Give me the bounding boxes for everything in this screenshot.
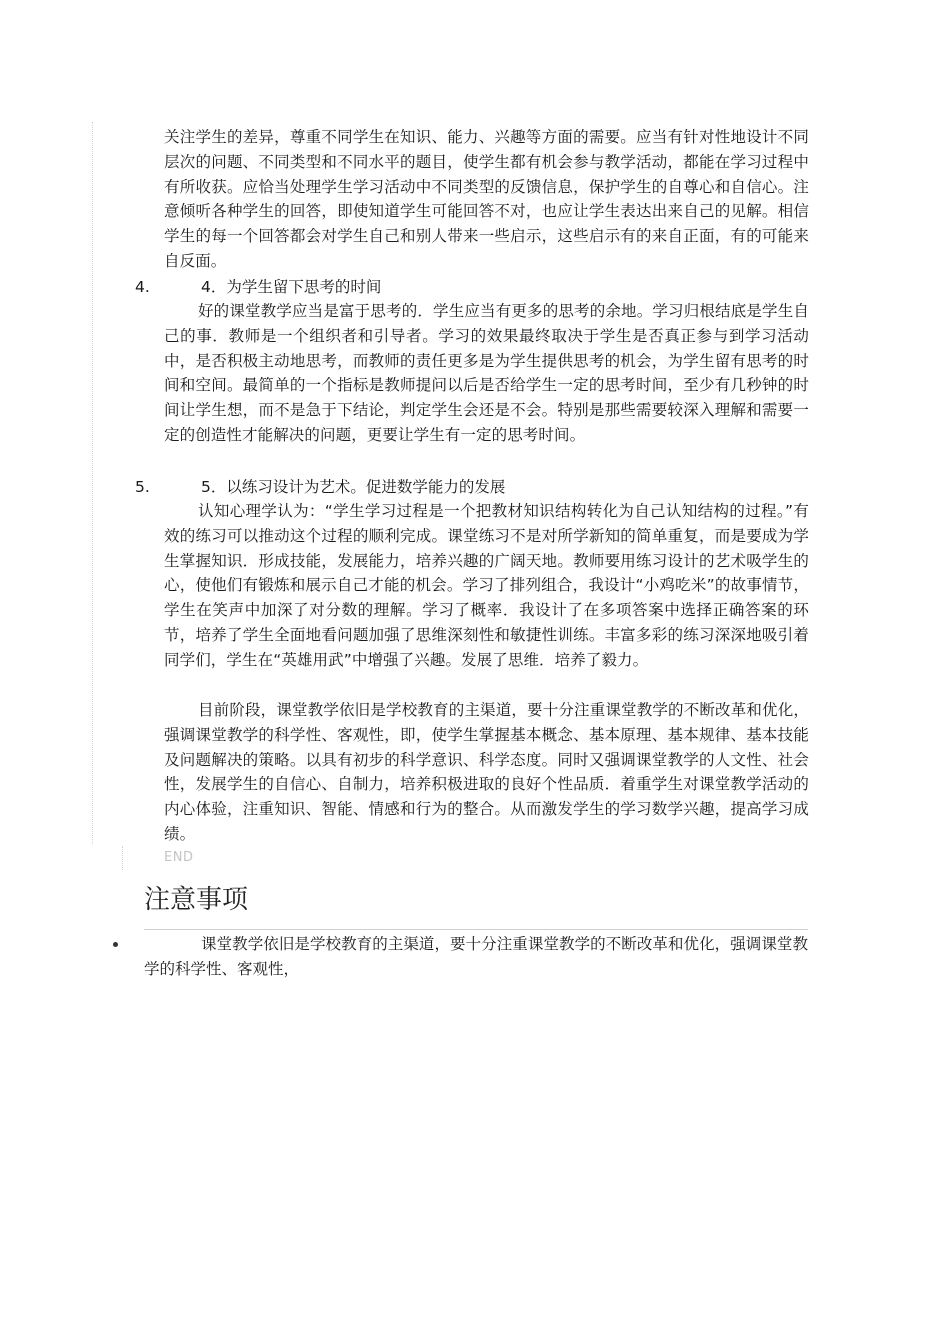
notes-list-item: 课堂教学依旧是学校教育的主渠道，要十分注重课堂教学的不断改革和优化，强调课堂教学的科学性、客观性，: [144, 935, 808, 978]
left-margin-rule: [92, 122, 93, 844]
conclusion-paragraph: 目前阶段，课堂教学依旧是学校教育的主渠道，要十分注重课堂教学的不断改革和优化，强调课堂教学的科学性、客观性，即，使学生掌握基本概念、基本原理、基本规律、基本技能及问题解决的策略。以具有初步的科学意识、科学态度。同时又强调课堂教学的人文性、社会性，发展学生的自信心、自制力，培养积极进取的良好个性品质．着重学生对课堂教学活动的内心体验，注重知识、智能、情感和行为的整合。从而激发学生的学习数学兴趣，提高学习成绩。: [164, 701, 809, 843]
list-number-5: 5.: [135, 478, 150, 496]
notes-title: 注意事项: [144, 885, 249, 915]
section5-heading: 5．以练习设计为艺术。促进数学能力的发展: [201, 478, 506, 496]
end-label: END: [164, 850, 194, 865]
end-marker-rule: [122, 846, 123, 870]
section3-tail-paragraph: 关注学生的差异，尊重不同学生在知识、能力、兴趣等方面的需要。应当有针对性地设计不同层次的问题、不同类型和不同水平的题目，使学生都有机会参与教学活动，都能在学习过程中有所收获。应恰当处理学生学习活动中不同类型的反馈信息，保护学生的自尊心和自信心。注意倾听各种学生的回答，即使知道学生可能回答不对，也应让学生表达出来自己的见解。相信学生的每一个回答都会对学生自己和别人带来一些启示，这些启示有的来自正面，有的可能来自反面。: [164, 128, 809, 270]
bullet-icon: [113, 942, 118, 947]
section5-body: 认知心理学认为：“学生学习过程是一个把教材知识结构转化为自己认知结构的过程。”有效的练习可以推动这个过程的顺利完成。课堂练习不是对所学新知的简单重复，而是要成为学生掌握知识．形成技能，发展能力，培养兴趣的广阔天地。教师要用练习设计的艺术吸学生的心，使他们有锻炼和展示自己才能的机会。学习了排列组合，我设计“小鸡吃米”的故事情节，学生在笑声中加深了对分数的理解。学习了概率．我设计了在多项答案中选择正确答案的环节，培养了学生全面地看问题加强了思维深刻性和敏捷性训练。丰富多彩的练习深深地吸引着同学们，学生在“英雄用武”中增强了兴趣。发展了思维．培养了毅力。: [164, 502, 809, 669]
section4-heading: 4．为学生留下思考的时间: [201, 278, 382, 296]
notes-divider: [144, 929, 808, 930]
list-number-4: 4.: [135, 278, 150, 296]
section4-body: 好的课堂教学应当是富于思考的．学生应当有更多的思考的余地。学习归根结底是学生自己的事．教师是一个组织者和引导者。学习的效果最终取决于学生是否真正参与到学习活动中，是否积极主动地思考，而教师的责任更多是为学生提供思考的机会，为学生留有思考的时间和空间。最简单的一个指标是教师提问以后是否给学生一定的思考时间，至少有几秒钟的时间让学生想，而不是急于下结论，判定学生会还是不会。特别是那些需要较深入理解和需要一定的创造性才能解决的问题，更要让学生有一定的思考时间。: [164, 302, 809, 444]
